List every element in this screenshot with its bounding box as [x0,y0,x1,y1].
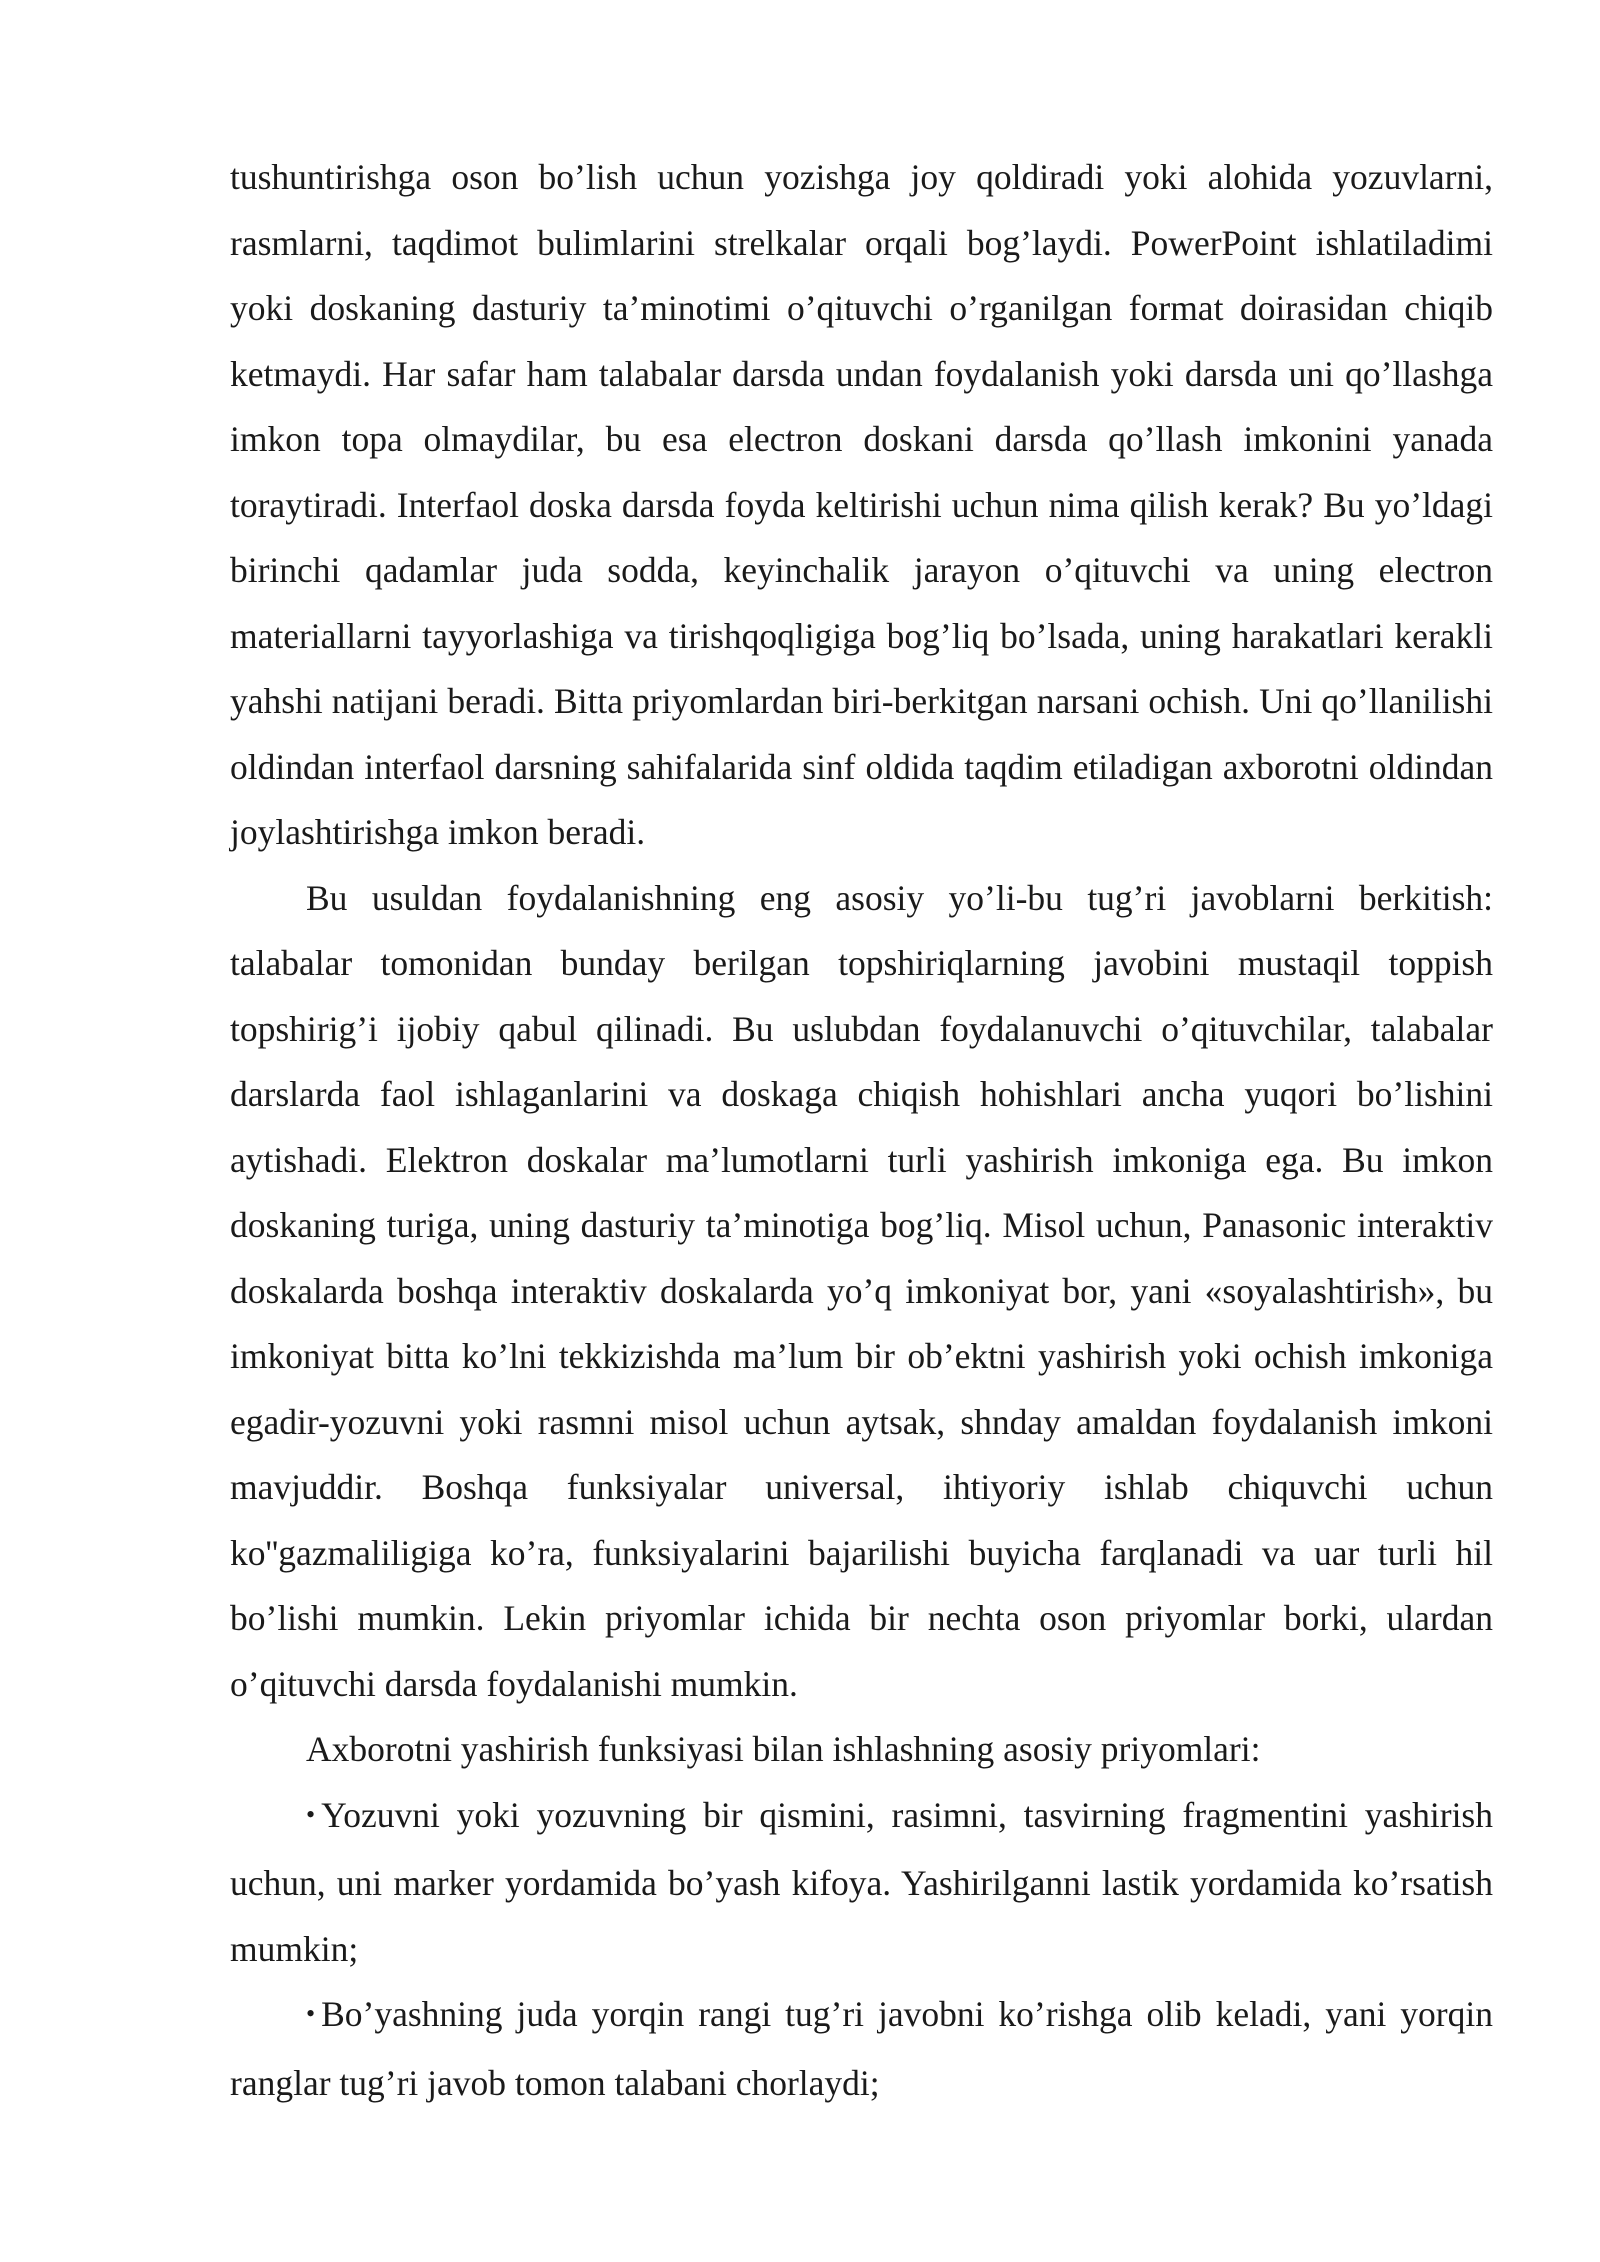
bullet-icon: • [306,1799,316,1829]
document-body [230,145,1493,2116]
paragraph-1: tushuntirishga oson bo’lish uchun yozishga joy qoldiradi yoki alohida yozuvlarni, rasmlarni, taqdimot bulimlarini strelkalar orqali bog’laydi. PowerPoint ishlatiladimi yoki doskaning dasturiy ta’minotimi o’qituvchi o’rganilgan format doirasidan chiqib ketmaydi. Har safar ham talabalar darsda undan foydalanish yoki darsda uni qo’llashga imkon topa olmaydilar, bu esa electron doskani darsda qo’llash imkonini yanada toraytiradi. Interfaol doska darsda foyda keltirishi uchun nima qilish kerak? Bu yo’ldagi birinchi qadamlar juda sodda, keyinchalik jarayon o’qituvchi va uning electron materiallarni tayyorlashiga va tirishqoqligiga bog’liq bo’lsada, uning harakatlari kerakli yahshi natijani beradi. Bitta priyomlardan biri-berkitgan narsani ochish. Uni qo’llanilishi oldindan interfaol darsning sahifalarida sinf oldida taqdim etiladigan axborotni oldindan joylashtirishga imkon beradi. [230,157,1493,852]
bullet-icon: • [306,1999,316,2028]
bullet-item-1 [230,1783,1493,1983]
paragraph-2: Bu usuldan foydalanishning eng asosiy yo’li-bu tug’ri javoblarni berkitish: talabalar tomonidan bunday berilgan topshiriqlarning javobini mustaqil toppish topshirig’i ijobiy qabul qilinadi. Bu uslubdan foydalanuvchi o’qituvchilar, talabalar darslarda faol ishlaganlarini va doskaga chiqish hohishlari ancha yuqori bo’lishini aytishadi. Elektron doskalar ma’lumotlarni turli yashirish imkoniga ega. Bu imkon doskaning turiga, uning dasturiy ta’minotiga bog’liq. Misol uchun, Panasonic interaktiv doskalarda boshqa interaktiv doskalarda yo’q imkoniyat bor, yani «soyalashtirish», bu imkoniyat bitta ko’lni tekkizishda ma’lum bir ob’ektni yashirish yoki ochish imkoniga egadir-yozuvni yoki rasmni misol uchun aytsak, shnday amaldan foydalanish imkoni mavjuddir. Boshqa funksiyalar universal, ihtiyoriy ishlab chiquvchi uchun ko''gazmaliligiga ko’ra, funksiyalarini bajarilishi buyicha farqlanadi va uar turli hil bo’lishi mumkin. Lekin priyomlar ichida bir nechta oson priyomlar borki, ulardan o’qituvchi darsda foydalanishi mumkin. [230,877,1493,1704]
bullet-item-1-text: Yozuvni yoki yozuvning bir qismini, rasimni, tasvirning fragmentini yashirish uchun, uni marker yordamida bo’yash kifoya. Yashirilganni lastik yordamida ko’rsatish mumkin; [230,1794,1493,1969]
bullet-item-2 [230,1982,1493,2116]
bullet-item-2-text: Bo’yashning juda yorqin rangi tug’ri javobni ko’rishga olib keladi, yani yorqin ranglar tug’ri javob tomon talabani chorlaydi; [230,1994,1493,2103]
paragraph-3: Axborotni yashirish funksiyasi bilan ishlashning asosiy priyomlari: [306,1729,1261,1769]
